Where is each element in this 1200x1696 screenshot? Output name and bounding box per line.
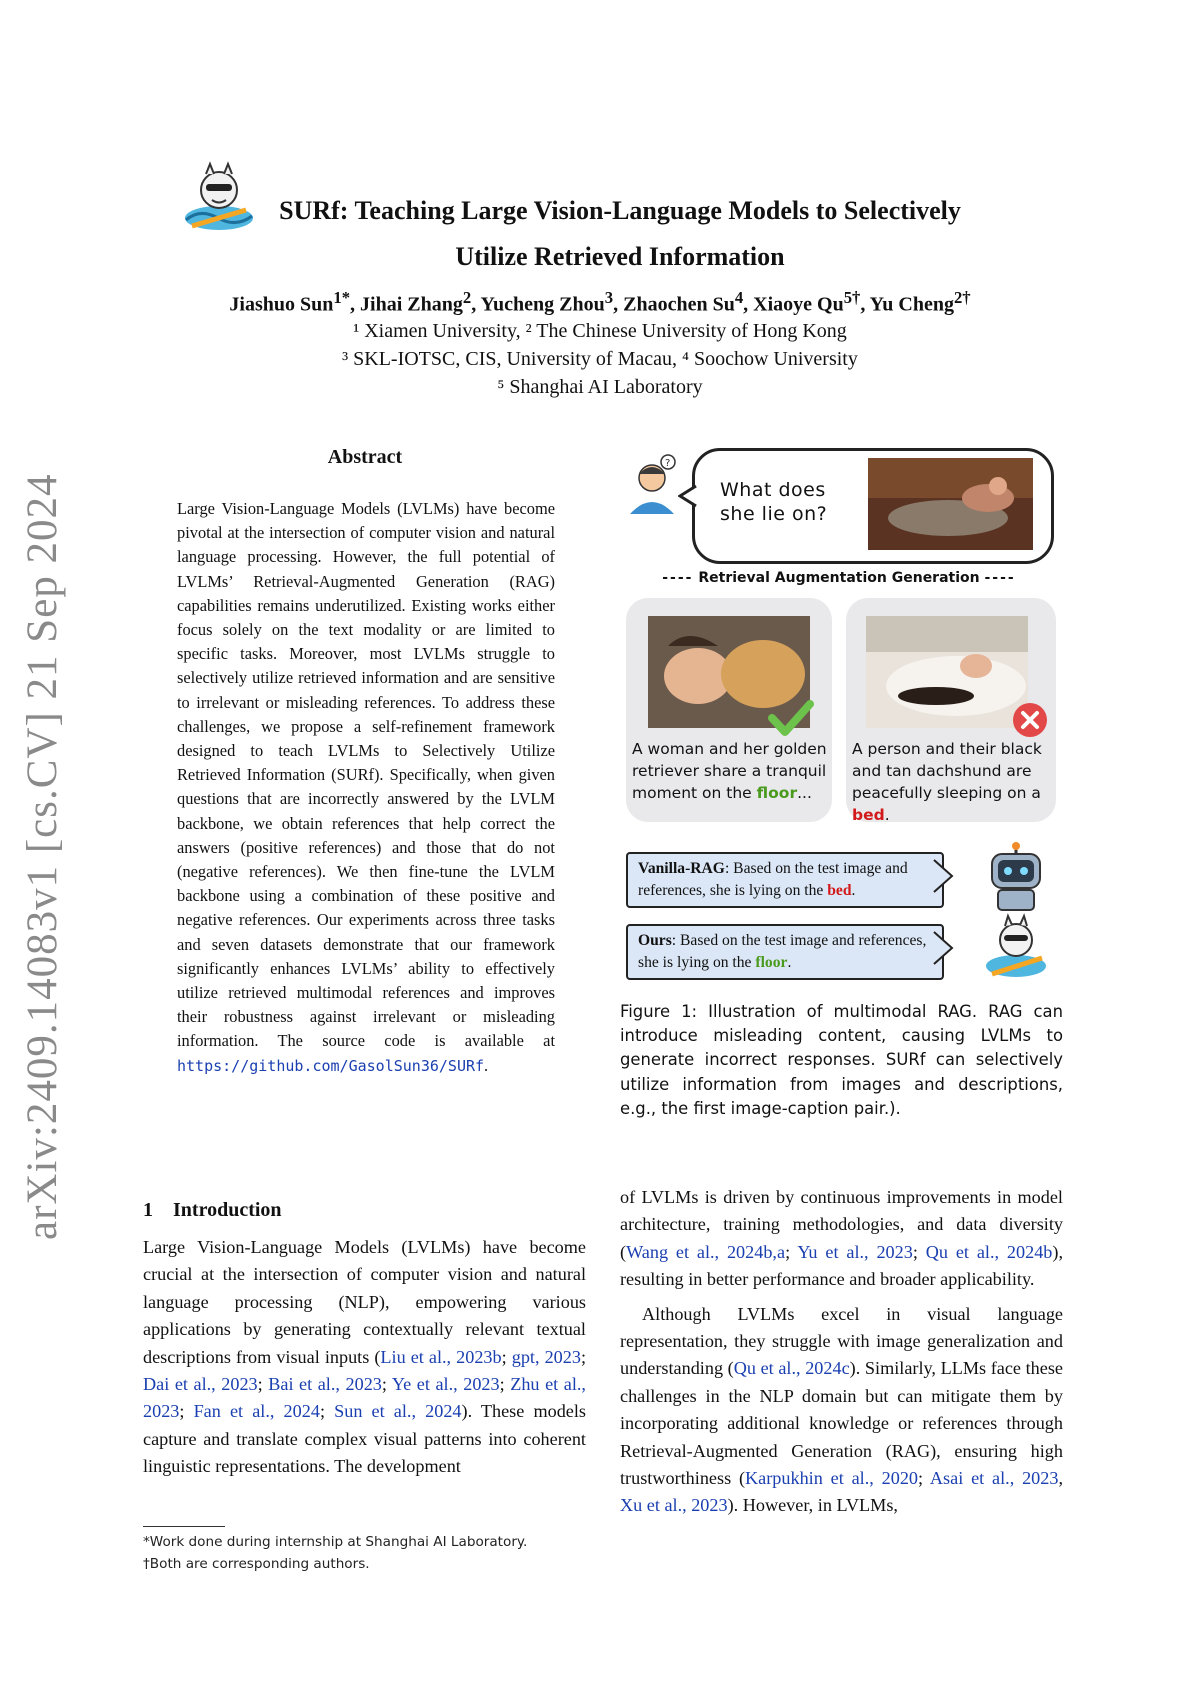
robot-icon	[984, 842, 1048, 912]
answer-label: Vanilla-RAG	[638, 860, 725, 877]
caption-text: A person and their black and tan dachshund are peacefully sleeping on a	[852, 740, 1042, 802]
footnote-1: *Work done during internship at Shanghai AI Laboratory.	[143, 1534, 528, 1550]
dash-left: ----	[662, 570, 694, 586]
vanilla-rag-answer	[626, 852, 944, 908]
author-list: Jiashuo Sun$^{1*}$, Jihai Zhang$^2$, Yucheng Zhou$^3$, Zhaochen Su$^4$, Xiaoye $Qu^{5\dagger}$, Yu Cheng$^{2\dagger}$	[229, 288, 971, 316]
caption-text: A woman and her golden retriever share a tranquil moment on the	[632, 740, 827, 802]
citation-link[interactable]: Fan et al., 2024	[193, 1401, 320, 1422]
rag-divider	[624, 570, 1054, 586]
author-name: Jiashuo Sun	[229, 293, 334, 316]
affiliation-line: ¹ Xiamen University, ² The Chinese University of Hong Kong	[353, 320, 847, 342]
affiliation-line: ⁵ Shanghai AI Laboratory	[497, 376, 703, 398]
text-run: ). Similarly, LLMs face these challenges in the NLP domain but can mitigate them by incorporating additional knowledge or references through Retrieval-Augmented Generation (RAG), ensuring high trustworthiness (	[620, 1358, 1063, 1489]
rag-label: Retrieval Augmentation Generation	[698, 570, 980, 586]
dash-right: ----	[984, 570, 1016, 586]
figure-caption: Figure 1: Illustration of multimodal RAG. RAG can introduce misleading content, causing LVLMs to generate incorrect responses. SURf can selectively utilize information from images and descriptions, e.g., the first image-caption pair.).	[620, 1002, 1063, 1118]
text-run: ). However, in LVLMs,	[727, 1495, 898, 1516]
section-heading-introduction	[143, 1199, 282, 1222]
surf-mascot-icon	[982, 912, 1050, 982]
figure-1	[620, 440, 1065, 985]
citation-link[interactable]: Sun et al., 2024	[334, 1401, 462, 1422]
paragraph: of LVLMs is driven by continuous improvements in model architecture, training methodologies, and data diversity (Wang et al., 2024b,a; Yu et al., 2023; Qu et al., 2024b), resulting in better performance and broader applicability.	[620, 1187, 1064, 1290]
test-image-woman-on-floor	[868, 458, 1033, 550]
bubble-tail	[678, 484, 698, 508]
citation-link[interactable]: Yu et al., 2023	[797, 1241, 913, 1262]
introduction-paragraph: Large Vision-Language Models (LVLMs) have become crucial at the intersection of computer vision and natural language processing (NLP), empowering various applications by generating contextually relevant textual descriptions from visual inputs (Liu et al., 2023b; gpt, 2023; Dai et al., 2023; Bai et al., 2023; Ye et al., 2023; Zhu et al., 2023; Fan et al., 2024; Sun et al., 2024). These models capture and translate complex visual patterns into coherent linguistic representations. The development	[143, 1237, 587, 1477]
author-name: Xiaoye Qu	[753, 293, 844, 316]
affiliation-line: ³ SKL-IOTSC, CIS, University of Macau, ⁴ Soochow University	[342, 348, 858, 370]
paper-title	[190, 188, 1050, 280]
abstract-text	[177, 497, 555, 1078]
text-run: ). These models capture and translate complex visual patterns into coherent linguistic representations. The development	[143, 1401, 586, 1477]
retrieved-image-person-dachshund	[866, 616, 1028, 728]
answer-end: .	[787, 954, 792, 971]
author-mark: 5†	[843, 288, 861, 307]
answer-arrow	[932, 858, 954, 894]
citation-link[interactable]: Dai et al., 2023	[143, 1374, 258, 1395]
question-text: What does she lie on?	[720, 479, 828, 525]
arxiv-identifier: arXiv:2409.14083v1 [cs.CV] 21 Sep 2024	[19, 473, 66, 1240]
citation-link[interactable]: Bai et al., 2023	[268, 1374, 382, 1395]
text-run: Although LVLMs excel in visual language representation, they struggle with image generalization and understanding (	[620, 1303, 1063, 1379]
author-name: Zhaochen Su	[623, 293, 735, 316]
svg-text:?: ?	[665, 458, 671, 469]
ours-answer	[626, 924, 944, 980]
footnote-rule	[143, 1526, 225, 1527]
author-mark: 4	[734, 288, 744, 307]
citation-link[interactable]: Liu et al., 2023b	[380, 1346, 502, 1367]
cross-icon	[1010, 700, 1050, 740]
answer-highlight-correct: floor	[755, 954, 788, 971]
author-mark: 2	[462, 288, 472, 307]
text-run: of LVLMs is driven by continuous improvements in model architecture, training methodologies, and data diversity (	[620, 1187, 1063, 1262]
abstract-end: .	[484, 1055, 489, 1075]
title-line-2: Utilize Retrieved Information	[455, 242, 785, 271]
confused-person-icon	[624, 454, 680, 516]
section-number: 1	[143, 1199, 153, 1221]
citation-link[interactable]: Qu et al., 2024b	[925, 1241, 1053, 1262]
caption-end: .	[884, 806, 890, 824]
abstract-body-text: Large Vision-Language Models (LVLMs) have become pivotal at the intersection of computer vision and natural language processing. However, the full potential of LVLMs’ Retrieval-Augmented Generation (RAG) capabilities remains underutilized. Existing works either focus solely on the text modality or are limited to specific tasks. Moreover, most LVLMs struggle to selectively utilize retrieved information and are sensitive to irrelevant or misleading references. To address these challenges, we propose a self-refinement framework designed to teach LVLMs to Selectively Utilize Retrieved Information (SURf). Specifically, when given questions that are incorrectly answered by the LVLM backbone, we obtain references that help correct the answers (positive references) and those that do not (negative references). We then fine-tune the LVLM backbone using a combination of these positive and negative references. Our experiments across three tasks and seven datasets demonstrate that our framework significantly enhances LVLMs’ ability to effectively utilize retrieved multimodal references and improves their robustness against irrelevant or misleading information. The source code is available at	[177, 499, 555, 1051]
author-mark: 2†	[953, 288, 971, 307]
title-line-1: SURf: Teaching Large Vision-Language Models to Selectively	[279, 196, 961, 225]
highlight-wrong: bed	[852, 806, 885, 824]
author-mark: 3	[604, 288, 614, 307]
citation-link[interactable]: Asai et al., 2023	[929, 1468, 1059, 1489]
text-run: Large Vision-Language Models (LVLMs) have become crucial at the intersection of computer vision and natural language processing (NLP), empowering various applications by generating contextually relevant textual descriptions from visual inputs (	[143, 1237, 586, 1367]
citation-link[interactable]: Zhu et al., 2023	[143, 1374, 586, 1422]
paragraph: Although LVLMs excel in visual language representation, they struggle with image generalization and understanding (Qu et al., 2024c). Similarly, LLMs face these challenges in the NLP domain but can mitigate them by incorporating additional knowledge or references through Retrieval-Augmented Generation (RAG), ensuring high trustworthiness (Karpukhin et al., 2020; Asai et al., 2023, Xu et al., 2023). However, in LVLMs,	[620, 1303, 1063, 1516]
answer-text: : Based on the test image and references, she is lying on the	[638, 860, 908, 899]
citation-link[interactable]: Xu et al., 2023	[620, 1495, 728, 1516]
footnote-2: †Both are corresponding authors.	[143, 1556, 370, 1572]
section-title: Introduction	[173, 1199, 282, 1221]
answer-arrow	[932, 930, 954, 966]
source-code-link[interactable]: https://github.com/GasolSun36/SURf	[177, 1056, 485, 1075]
citation-link[interactable]: Qu et al., 2024c	[733, 1358, 850, 1379]
author-name: Yucheng Zhou	[480, 293, 605, 316]
citation-link[interactable]: Wang et al., 2024b,a	[626, 1241, 786, 1262]
citation-link[interactable]: Karpukhin et al., 2020	[745, 1468, 919, 1489]
citation-link[interactable]: Ye et al., 2023	[391, 1374, 500, 1395]
check-icon	[768, 698, 814, 738]
highlight-correct: floor	[756, 784, 798, 802]
caption-end: ...	[797, 784, 812, 802]
answer-text: : Based on the test image and references, she is lying on the	[638, 932, 927, 971]
author-name: Yu Cheng	[869, 293, 954, 316]
retrieved-caption-2	[852, 738, 1052, 826]
author-mark: 1*	[333, 288, 351, 307]
retrieved-caption-1	[632, 738, 830, 804]
text-run: ), resulting in better performance and broader applicability.	[620, 1241, 1064, 1290]
answer-end: .	[851, 882, 856, 899]
abstract-heading: Abstract	[327, 446, 403, 468]
answer-label: Ours	[638, 932, 672, 949]
citation-link[interactable]: gpt, 2023	[511, 1346, 581, 1367]
right-column-text	[620, 1184, 1063, 1527]
author-name: Jihai Zhang	[360, 293, 463, 316]
answer-highlight-wrong: bed	[827, 882, 852, 899]
